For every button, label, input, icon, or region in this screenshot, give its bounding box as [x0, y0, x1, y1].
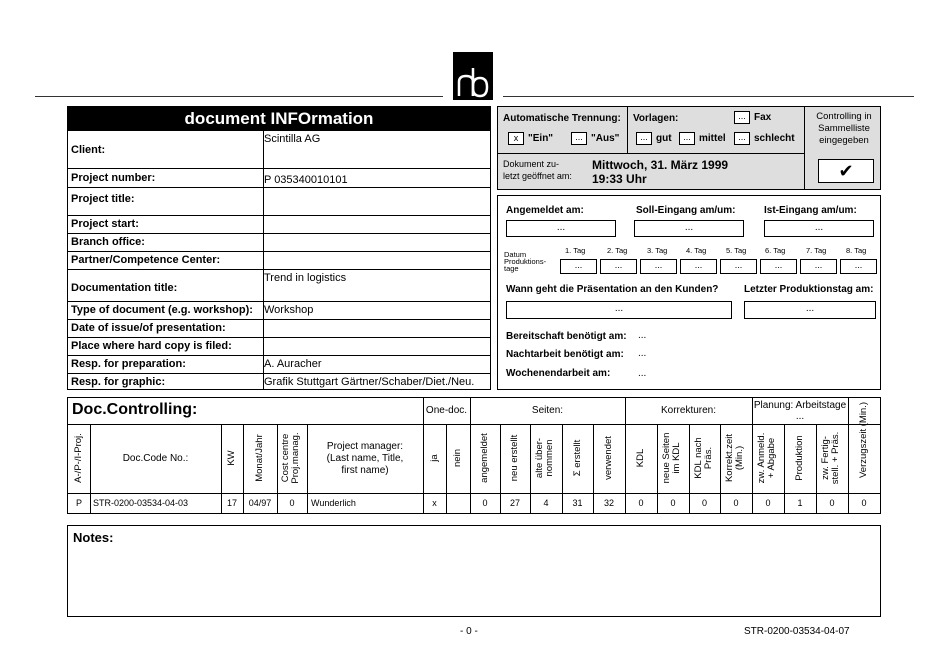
bereitschaft-label: Bereitschaft benötigt am:	[506, 331, 627, 342]
info-label: Type of document (e.g. workshop):	[71, 304, 253, 316]
col-alte-line-2: nommen	[544, 439, 555, 477]
col-angemeldet: angemeldet	[479, 433, 490, 483]
angemeldet-input[interactable]: ...	[506, 220, 616, 237]
dates-box	[497, 195, 881, 390]
aus-checkbox[interactable]: ...	[571, 132, 587, 145]
schlecht-label: schlecht	[754, 133, 795, 144]
tag-input[interactable]: ...	[800, 259, 837, 274]
fax-checkbox[interactable]: ...	[734, 111, 750, 124]
col-monat: Monat/Jahr	[254, 434, 265, 482]
mittel-label: mittel	[699, 133, 726, 144]
vorlagen-label: Vorlagen:	[633, 113, 679, 124]
nachtarbeit-value[interactable]: ...	[638, 348, 647, 359]
divider	[498, 153, 804, 154]
group-seiten: Seiten:	[531, 405, 564, 416]
info-label: Project start:	[71, 218, 139, 230]
schlecht-checkbox[interactable]: ...	[734, 132, 750, 145]
cell-verwendet: 32	[603, 498, 614, 508]
cell-aproj: P	[75, 498, 82, 508]
info-row-project-title	[68, 187, 490, 215]
praesentation-input[interactable]: ...	[506, 301, 732, 319]
col-kdl-nach-praes	[690, 425, 720, 491]
col-doccode: Doc.Code No.:	[122, 453, 189, 464]
praesentation-label: Wann geht die Präsentation an den Kunden?	[506, 284, 719, 295]
group-korrekturen: Korrekturen:	[660, 405, 717, 416]
col-pm-line-3: first name)	[341, 465, 389, 476]
col-kdlpraes-line-2: Präs.	[703, 446, 714, 470]
info-row-type-of-document	[68, 301, 490, 319]
cell-cost: 0	[289, 498, 295, 508]
ist-label: Ist-Eingang am/um:	[764, 205, 857, 216]
cell-fertig: 0	[829, 498, 835, 508]
tag-label: 6. Tag	[765, 246, 786, 255]
tag-label: 4. Tag	[686, 246, 707, 255]
info-label: Documentation title:	[71, 282, 178, 294]
info-value: P 035340010101	[264, 174, 348, 186]
info-row-date-of-issue	[68, 319, 490, 337]
header-rule-left	[35, 96, 443, 97]
cell-neue: 0	[670, 498, 676, 508]
col-neu-erstellt: neu erstellt	[509, 434, 520, 482]
bereitschaft-value[interactable]: ...	[638, 330, 647, 341]
opened-label-2: letzt geöffnet am:	[503, 171, 572, 181]
group-onedoc: One-doc.	[425, 405, 468, 416]
col-fertig-line-2: stell. + Präs.	[830, 431, 841, 485]
col-neue-line-2: im KDL	[671, 442, 682, 474]
notes-box[interactable]	[67, 525, 881, 617]
tag-input[interactable]: ...	[640, 259, 677, 274]
cell-verzug: 0	[861, 498, 867, 508]
col-pm-line-2: (Last name, Title,	[326, 453, 404, 464]
col-sum-erstellt: Σ erstellt	[572, 439, 583, 477]
document-information-title: document INFOrmation	[68, 107, 490, 131]
col-aproj: A-/P-/I-Proj.	[73, 433, 84, 483]
col-anmeld-line-2: + Abgabe	[766, 437, 777, 479]
col-fertig-line-1: zw. Fertig-	[820, 436, 831, 480]
col-fertigstellung	[817, 425, 847, 491]
tag-input[interactable]: ...	[840, 259, 877, 274]
col-kw: KW	[226, 450, 237, 466]
col-korrzeit-line-2: (Min.)	[734, 445, 745, 471]
col-produktion: Produktion	[794, 435, 805, 481]
page-number: - 0 -	[460, 626, 478, 637]
cell-nein	[446, 496, 470, 510]
automation-box	[497, 106, 881, 190]
tag-input[interactable]: ...	[560, 259, 597, 274]
col-neue-seiten	[658, 425, 688, 491]
cell-kw: 17	[226, 498, 237, 508]
info-value: A. Auracher	[264, 358, 322, 370]
info-row-resp-preparation	[68, 355, 490, 373]
nachtarbeit-label: Nachtarbeit benötigt am:	[506, 349, 624, 360]
letzter-label: Letzter Produktionstag am:	[744, 284, 874, 295]
cell-neu: 27	[509, 498, 520, 508]
tag-input[interactable]: ...	[720, 259, 757, 274]
col-kdlpraes-line-1: KDL nach	[693, 437, 704, 479]
tag-label: 3. Tag	[647, 246, 668, 255]
info-row-documentation-title	[68, 269, 490, 301]
col-korrekt-zeit	[721, 425, 751, 491]
datum-label-2: Produktions-	[504, 257, 547, 266]
controlling-check-icon[interactable]: ✔	[818, 159, 874, 183]
document-code: STR-0200-03534-04-07	[744, 626, 850, 637]
tag-label: 1. Tag	[565, 246, 586, 255]
cell-anmeld: 0	[765, 498, 771, 508]
soll-label: Soll-Eingang am/um:	[636, 205, 736, 216]
col-neue-line-1: neue Seiten	[661, 432, 672, 484]
soll-input[interactable]: ...	[634, 220, 744, 237]
info-label: Branch office:	[71, 236, 145, 248]
divider	[627, 107, 628, 153]
cell-produktion: 1	[797, 498, 803, 508]
fax-label: Fax	[754, 112, 772, 123]
header-rule-right	[503, 96, 914, 97]
opened-date: Mittwoch, 31. März 1999	[592, 158, 729, 172]
col-cost-centre	[277, 425, 307, 491]
info-value: Workshop	[264, 304, 314, 316]
letzter-input[interactable]: ...	[744, 301, 876, 319]
trennung-label: Automatische Trennung:	[503, 113, 621, 124]
gut-checkbox[interactable]: ...	[636, 132, 652, 145]
controlling-label: Controlling in Sammelliste eingegeben	[816, 111, 872, 146]
mittel-checkbox[interactable]: ...	[679, 132, 695, 145]
info-label: Partner/Competence Center:	[71, 254, 221, 266]
tag-label: 8. Tag	[846, 246, 867, 255]
cell-ja: x	[432, 498, 437, 508]
info-label: Client:	[71, 144, 106, 156]
angemeldet-label: Angemeldet am:	[506, 205, 584, 216]
company-logo	[453, 52, 493, 100]
info-value: Trend in logistics	[264, 272, 347, 284]
info-row-project-start	[68, 215, 490, 233]
datum-label-1: Datum	[504, 250, 527, 259]
col-cost-line-1: Cost centre	[280, 433, 291, 483]
notes-title: Notes:	[73, 530, 114, 545]
grid-line	[68, 493, 880, 494]
cell-kdlpraes: 0	[701, 498, 707, 508]
col-alte-uebernommen	[531, 425, 561, 491]
divider	[804, 107, 805, 189]
info-row-partner	[68, 251, 490, 269]
info-label: Resp. for preparation:	[71, 358, 186, 370]
wochenend-label: Wochenendarbeit am:	[506, 368, 611, 379]
tag-input[interactable]: ...	[600, 259, 637, 274]
info-row-client	[68, 131, 490, 168]
tag-label: 7. Tag	[806, 246, 827, 255]
cell-angemeldet: 0	[482, 498, 488, 508]
col-alte-line-1: alte über-	[534, 437, 545, 479]
opened-time: 19:33 Uhr	[592, 172, 647, 186]
tag-input[interactable]: ...	[680, 259, 717, 274]
ist-input[interactable]: ...	[764, 220, 874, 237]
gut-label: gut	[656, 133, 672, 144]
tag-label: 5. Tag	[726, 246, 747, 255]
col-ja: ja	[429, 454, 440, 462]
col-anmeld-abgabe	[753, 425, 783, 491]
opened-label-1: Dokument zu-	[503, 159, 560, 169]
info-row-project-number	[68, 168, 490, 187]
col-anmeld-line-1: zw. Anmeld.	[756, 432, 767, 484]
info-row-place-filed	[68, 337, 490, 355]
col-verzugszeit: Verzugszeit (Min.)	[858, 401, 869, 478]
col-verwendet: verwendet	[603, 436, 614, 480]
ein-label: "Ein"	[528, 133, 554, 144]
col-pm-line-1: Project manager:	[326, 441, 404, 452]
tag-input[interactable]: ...	[760, 259, 797, 274]
group-planung: Planung: Arbeitstage ...	[753, 400, 847, 422]
info-label: Date of issue/of presentation:	[71, 322, 226, 334]
col-korrzeit-line-1: Korrekt.zeit	[724, 433, 735, 483]
info-value: Grafik Stuttgart Gärtner/Schaber/Diet./Neu.	[264, 376, 475, 388]
document-information-box	[67, 106, 491, 390]
cell-kdl: 0	[638, 498, 644, 508]
col-cost-line-2: Proj.manag.	[290, 432, 301, 484]
info-label: Project title:	[71, 193, 135, 205]
info-value: Scintilla AG	[264, 133, 321, 145]
doc-controlling-table	[67, 397, 881, 514]
cell-doccode: STR-0200-03534-04-03	[93, 498, 189, 508]
cell-korrzeit: 0	[733, 498, 739, 508]
cell-monat: 04/97	[248, 498, 272, 508]
info-row-branch-office	[68, 233, 490, 251]
info-label: Project number:	[71, 172, 156, 184]
col-kdl: KDL	[635, 448, 646, 468]
cell-sum: 31	[572, 498, 583, 508]
cell-pm: Wunderlich	[311, 498, 356, 508]
info-label: Place where hard copy is filed:	[71, 340, 232, 352]
controlling-title: Doc.Controlling:	[72, 401, 198, 418]
info-row-resp-graphic	[68, 373, 490, 390]
ein-checkbox[interactable]: x	[508, 132, 524, 145]
tag-label: 2. Tag	[607, 246, 628, 255]
col-nein: nein	[452, 449, 463, 467]
datum-label-3: tage	[504, 264, 519, 273]
col-project-manager	[307, 441, 423, 477]
aus-label: "Aus"	[591, 133, 620, 144]
wochenend-value[interactable]: ...	[638, 368, 647, 379]
cell-alte: 4	[543, 498, 549, 508]
info-label: Resp. for graphic:	[71, 376, 166, 388]
